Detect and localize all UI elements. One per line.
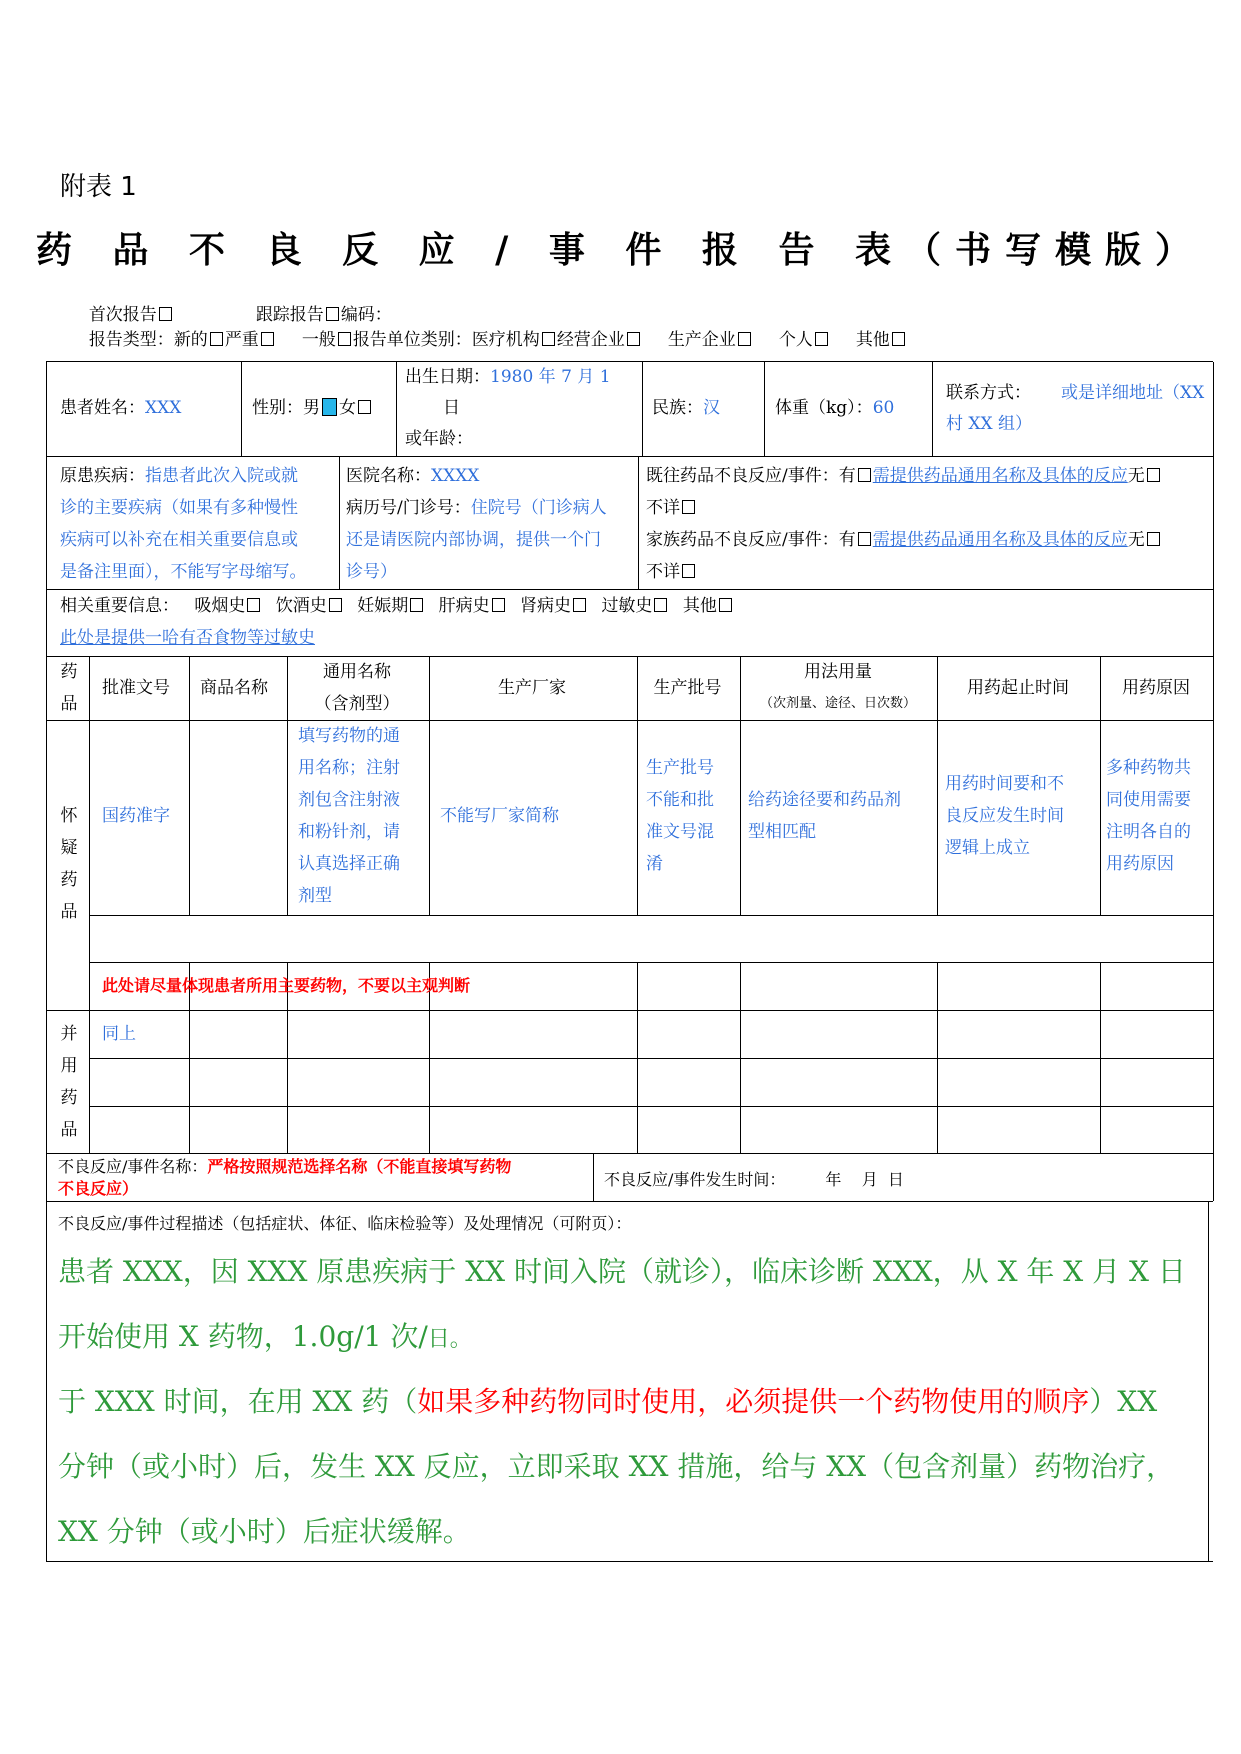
concomitant-drug-label: 并 用 药 品 <box>60 1024 78 1140</box>
history-field <box>60 590 734 654</box>
birth-value: 1980 年 7 月 1 <box>490 367 611 387</box>
reason-note-line: 多种药物共 <box>1106 758 1191 778</box>
record-value-1: 住院号（门诊病人 <box>470 498 607 518</box>
unit-other-label: 其他 <box>855 330 890 350</box>
male-checkbox[interactable] <box>322 398 337 416</box>
concomitant-first-value[interactable]: 同上 <box>102 1024 136 1044</box>
record-value-3: 诊号） <box>346 562 397 582</box>
attachment-label: 附表 1 <box>60 172 137 202</box>
ethnic-field[interactable] <box>652 392 720 424</box>
patient-name-value: XXX <box>145 398 182 418</box>
period-note-line: 良反应发生时间 <box>945 806 1064 826</box>
family-yes-checkbox[interactable] <box>858 532 871 546</box>
ethnic-label: 民族： <box>652 398 703 418</box>
batch-note-line: 不能和批 <box>646 790 714 810</box>
reason-note-line: 注明各自的 <box>1106 822 1191 842</box>
weight-value: 60 <box>872 398 895 418</box>
report-type-label: 报告类型： <box>88 330 174 350</box>
type-general-label: 一般 <box>301 330 336 350</box>
generic-note-line: 认真选择正确 <box>298 854 400 874</box>
first-report-label: 首次报告 <box>88 305 157 325</box>
header-dosage-form-label: （含剂型） <box>314 694 400 714</box>
family-reaction-link[interactable]: 需提供药品通用名称及具体的反应 <box>872 530 1128 550</box>
unit-business-label: 经营企业 <box>556 330 625 350</box>
period-note-line: 用药时间要和不 <box>945 774 1064 794</box>
generic-note-line: 和粉针剂，请 <box>298 822 400 842</box>
suspect-period-value[interactable] <box>945 768 1095 864</box>
history-liver-label: 肝病史 <box>438 596 490 616</box>
birth-label: 出生日期： <box>405 367 490 387</box>
history-drinking-label: 饮酒史 <box>275 596 327 616</box>
unit-producer-checkbox[interactable] <box>738 332 751 346</box>
header-period: 用药起止时间 <box>967 678 1069 698</box>
disease-field[interactable] <box>60 460 338 588</box>
unit-business-checkbox[interactable] <box>627 332 640 346</box>
reaction-desc-line-5: XX 分钟（或小时）后症状缓解。 <box>58 1515 471 1548</box>
past-reaction-field <box>646 460 1206 588</box>
batch-note-line: 准文号混 <box>646 822 714 842</box>
suspect-drug-label: 怀 疑 药 品 <box>60 806 78 922</box>
past-none-checkbox[interactable] <box>1147 468 1160 482</box>
sex-label: 性别：男 <box>252 398 320 418</box>
report-type-line <box>78 305 907 350</box>
birth-day-label: 日 <box>443 398 460 418</box>
weight-label: 体重（kg）： <box>775 398 873 418</box>
history-kidney-checkbox[interactable] <box>573 598 586 612</box>
family-none-checkbox[interactable] <box>1147 532 1160 546</box>
suspect-generic-value[interactable] <box>298 720 426 912</box>
weight-field[interactable] <box>775 392 894 424</box>
batch-note-line: 生产批号 <box>646 758 714 778</box>
history-pregnancy-checkbox[interactable] <box>410 598 423 612</box>
family-none-label: 无 <box>1127 530 1145 550</box>
contact-label: 联系方式： <box>946 383 1031 403</box>
suspect-reason-value[interactable] <box>1106 752 1210 880</box>
header-approval: 批准文号 <box>102 678 170 698</box>
header-usage-label: 用法用量 <box>804 662 872 682</box>
history-smoking-checkbox[interactable] <box>247 598 260 612</box>
reaction-name-note-1: 严格按照规范选择名称（不能直接填写药物 <box>207 1157 512 1176</box>
suspect-batch-value[interactable] <box>646 752 736 880</box>
header-trade-name: 商品名称 <box>200 678 268 698</box>
header-generic-label: 通用名称 <box>323 662 391 682</box>
reaction-name-note-2: 不良反应） <box>58 1179 139 1198</box>
reaction-desc-line-4: 分钟（或小时）后，发生 XX 反应，立即采取 XX 措施，给与 XX（包含剂量）药物治疗， <box>58 1450 1175 1483</box>
reaction-desc-line-1: 患者 XXX，因 XXX 原患疾病于 XX 时间入院（就诊），临床诊断 XXX，从 X 年 X 月 X 日 <box>58 1255 1186 1288</box>
birth-field[interactable] <box>405 362 611 455</box>
header-batch: 生产批号 <box>653 678 722 698</box>
hospital-value: XXXX <box>431 466 480 486</box>
batch-note-line: 淆 <box>646 854 663 874</box>
history-kidney-label: 肾病史 <box>520 596 572 616</box>
generic-note-line: 剂型 <box>298 886 332 906</box>
history-liver-checkbox[interactable] <box>492 598 505 612</box>
past-unknown-label: 不详 <box>646 498 680 518</box>
desc-line-2b: 日。 <box>427 1327 472 1352</box>
code-label: 编码： <box>340 305 392 325</box>
desc-line-3c: ）XX <box>1089 1385 1158 1418</box>
history-drinking-checkbox[interactable] <box>329 598 342 612</box>
unit-other-checkbox[interactable] <box>892 332 905 346</box>
type-serious-label: 严重 <box>224 330 259 350</box>
type-new-checkbox[interactable] <box>210 332 223 346</box>
reason-note-line: 用药原因 <box>1106 854 1174 874</box>
hospital-label: 医院名称： <box>346 466 431 486</box>
type-serious-checkbox[interactable] <box>261 332 274 346</box>
unit-type-label: 报告单位类别： <box>352 330 472 350</box>
generic-note-line: 填写药物的通 <box>298 726 400 746</box>
unit-medical-label: 医疗机构 <box>471 330 540 350</box>
history-other-label: 其他 <box>682 596 717 616</box>
record-label: 病历号/门诊号： <box>346 498 471 518</box>
family-reaction-label: 家族药品不良反应/事件：有 <box>646 530 856 550</box>
usage-note-line: 给药途径要和药品剂 <box>748 790 901 810</box>
disease-value-3: 疾病可以补充在相关重要信息或 <box>60 530 298 550</box>
patient-name-label: 患者姓名： <box>60 398 145 418</box>
past-unknown-checkbox[interactable] <box>682 500 695 514</box>
reaction-desc-line-3 <box>58 1370 1208 1434</box>
usage-note-line: 型相匹配 <box>748 822 816 842</box>
age-label: 或年龄： <box>405 429 473 449</box>
female-label: 女 <box>339 398 356 418</box>
history-pregnancy-label: 妊娠期 <box>357 596 409 616</box>
record-value-2: 还是请医院内部协调，提供一个门 <box>346 530 601 550</box>
reaction-time-label: 不良反应/事件发生时间： <box>604 1170 786 1189</box>
sex-field <box>252 392 373 424</box>
reaction-name-label: 不良反应/事件名称： <box>58 1157 208 1176</box>
unit-personal-label: 个人 <box>778 330 813 350</box>
history-smoking-label: 吸烟史 <box>194 596 246 616</box>
reaction-desc-label: 不良反应/事件过程描述（包括症状、体征、临床检验等）及处理情况（可附页）： <box>58 1214 632 1233</box>
suspect-maker-value[interactable]: 不能写厂家简称 <box>440 806 559 826</box>
contact-value-2: 村 XX 组） <box>946 414 1033 434</box>
contact-value-1: 或是详细地址（XX <box>1061 383 1205 403</box>
contact-field[interactable] <box>946 378 1206 440</box>
past-reaction-link[interactable]: 需提供药品通用名称及具体的反应 <box>872 466 1128 486</box>
header-usage <box>740 656 936 720</box>
generic-note-line: 剂包含注射液 <box>298 790 400 810</box>
reaction-name-field[interactable] <box>58 1156 588 1200</box>
female-checkbox[interactable] <box>358 400 371 414</box>
disease-value-4: 是备注里面），不能写字母缩写。 <box>60 562 307 582</box>
history-allergy-checkbox[interactable] <box>654 598 667 612</box>
unit-producer-label: 生产企业 <box>667 330 736 350</box>
reason-note-line: 同使用需要 <box>1106 790 1191 810</box>
history-note-link[interactable]: 此处是提供一哈有否食物等过敏史 <box>60 628 315 648</box>
header-manufacturer: 生产厂家 <box>498 678 566 698</box>
family-unknown-checkbox[interactable] <box>682 564 695 578</box>
follow-report-label: 跟踪报告 <box>255 305 324 325</box>
suspect-usage-value[interactable] <box>748 784 934 848</box>
reaction-time-field[interactable] <box>604 1164 904 1196</box>
ethnic-value: 汉 <box>703 398 720 418</box>
generic-note-line: 用名称；注射 <box>298 758 400 778</box>
desc-line-3b: 如果多种药物同时使用，必须提供一个药物使用的顺序 <box>417 1385 1090 1418</box>
type-general-checkbox[interactable] <box>338 332 351 346</box>
header-generic-name <box>287 656 427 720</box>
past-reaction-label: 既往药品不良反应/事件：有 <box>646 466 856 486</box>
disease-value-2: 诊的主要疾病（如果有多种慢性 <box>60 498 298 518</box>
type-new-label: 新的 <box>173 330 208 350</box>
family-unknown-label: 不详 <box>646 562 680 582</box>
history-other-checkbox[interactable] <box>719 598 732 612</box>
desc-line-3a: 于 XXX 时间，在用 XX 药（ <box>58 1385 418 1418</box>
drug-column-label: 药 品 <box>60 662 78 714</box>
past-yes-checkbox[interactable] <box>858 468 871 482</box>
header-reason: 用药原因 <box>1122 678 1190 698</box>
reaction-desc-line-2 <box>58 1305 1208 1372</box>
suspect-approval-value[interactable]: 国药准字 <box>102 806 170 826</box>
desc-line-2a: 开始使用 X 药物，1.0g/1 次/ <box>58 1320 428 1353</box>
unit-medical-checkbox[interactable] <box>542 332 555 346</box>
header-usage-sub-label: （次剂量、途径、日次数） <box>759 696 916 711</box>
period-note-line: 逻辑上成立 <box>945 838 1030 858</box>
history-allergy-label: 过敏史 <box>601 596 653 616</box>
hospital-field[interactable] <box>346 460 636 588</box>
unit-personal-checkbox[interactable] <box>815 332 828 346</box>
suspect-drug-note: 此处请尽量体现患者所用主要药物，不要以主观判断 <box>102 976 471 995</box>
form-title: 药 品 不 良 反 应 / 事 件 报 告 表（书写模版） <box>35 229 1205 271</box>
past-none-label: 无 <box>1127 466 1145 486</box>
reaction-time-value: 年 月 日 <box>825 1170 904 1189</box>
history-label: 相关重要信息： <box>60 596 179 616</box>
disease-value-1: 指患者此次入院或就 <box>145 466 298 486</box>
disease-label: 原患疾病： <box>60 466 145 486</box>
patient-name-field[interactable] <box>60 392 181 424</box>
